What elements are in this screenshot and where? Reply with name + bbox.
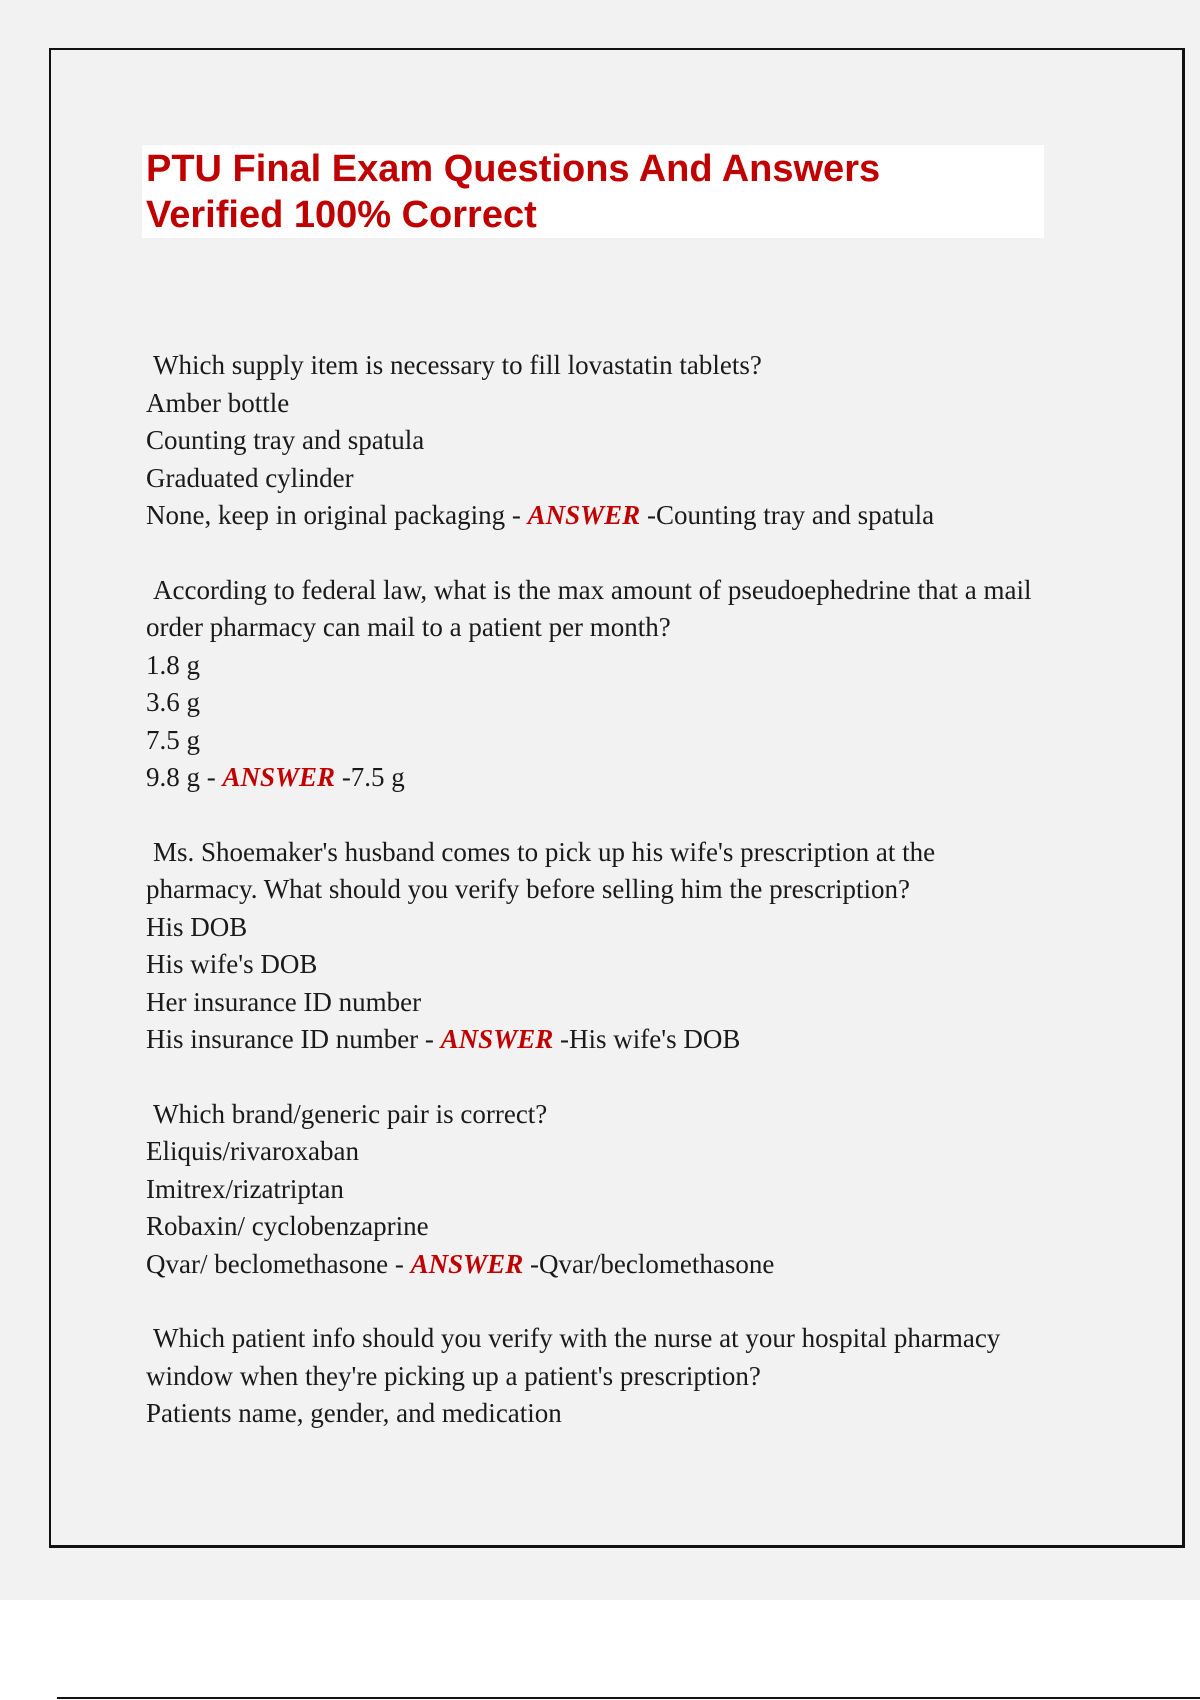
option-text: His insurance ID number - (146, 1024, 441, 1054)
answer-text: -7.5 g (335, 762, 405, 792)
question-block-2 (146, 572, 1106, 797)
answer-line (146, 1021, 1106, 1059)
question-block-3 (146, 834, 1106, 1059)
question-text: Which supply item is necessary to fill lovastatin tablets? (153, 350, 762, 380)
option-text: Graduated cylinder (146, 462, 354, 493)
option-text: Qvar/ beclomethasone - (146, 1248, 411, 1279)
option-text: His DOB (146, 911, 248, 942)
option-text: Amber bottle (146, 387, 290, 418)
question-block-4 (146, 1096, 1106, 1284)
question-block-1 (146, 347, 1106, 535)
answer-text: -His wife's DOB (553, 1024, 741, 1054)
option-text: 9.8 g - (146, 762, 223, 792)
question-text: Which patient info should you verify with the nurse at your hospital pharmacy (153, 1323, 1001, 1353)
option-text: None, keep in original packaging - (146, 500, 528, 530)
option-text: Her insurance ID number (146, 986, 422, 1017)
question-text-continued: pharmacy. What should you verify before selling him the prescription? (146, 874, 911, 904)
option-text: His wife's DOB (146, 949, 318, 979)
footer-divider (57, 1697, 1200, 1699)
question-text-continued: window when they're picking up a patient's prescription? (146, 1360, 761, 1391)
answer-line (146, 497, 1106, 535)
title-line-1: PTU Final Exam Questions And Answers (146, 148, 881, 190)
option-text: Counting tray and spatula (146, 425, 425, 455)
answer-line (146, 759, 1106, 797)
question-text: Ms. Shoemaker's husband comes to pick up his wife's prescription at the (153, 836, 936, 867)
option-text: 3.6 g (146, 687, 200, 717)
option-text: Eliquis/rivaroxaban (146, 1136, 359, 1166)
option-text: 1.8 g (146, 649, 200, 680)
option-text: Patients name, gender, and medication (146, 1398, 562, 1428)
question-text: Which brand/generic pair is correct? (153, 1098, 548, 1129)
option-text: 7.5 g (146, 724, 200, 755)
answer-text: -Qvar/beclomethasone (523, 1248, 775, 1279)
answer-label: ANSWER (222, 762, 336, 792)
title-line-2: Verified 100% Correct (146, 194, 537, 236)
question-text: According to federal law, what is the max amount of pseudoephedrine that a mail (153, 574, 1032, 605)
answer-text: -Counting tray and spatula (640, 500, 935, 530)
answer-label: ANSWER (527, 500, 641, 530)
answer-line (146, 1246, 1106, 1284)
answer-label: ANSWER (410, 1248, 524, 1279)
question-block-5 (146, 1320, 1106, 1433)
question-text-continued: order pharmacy can mail to a patient per month? (146, 612, 671, 642)
option-text: Robaxin/ cyclobenzaprine (146, 1211, 429, 1241)
option-text: Imitrex/rizatriptan (146, 1173, 344, 1204)
document-title (146, 146, 880, 238)
qa-list (146, 347, 1106, 1470)
answer-label: ANSWER (440, 1024, 554, 1054)
